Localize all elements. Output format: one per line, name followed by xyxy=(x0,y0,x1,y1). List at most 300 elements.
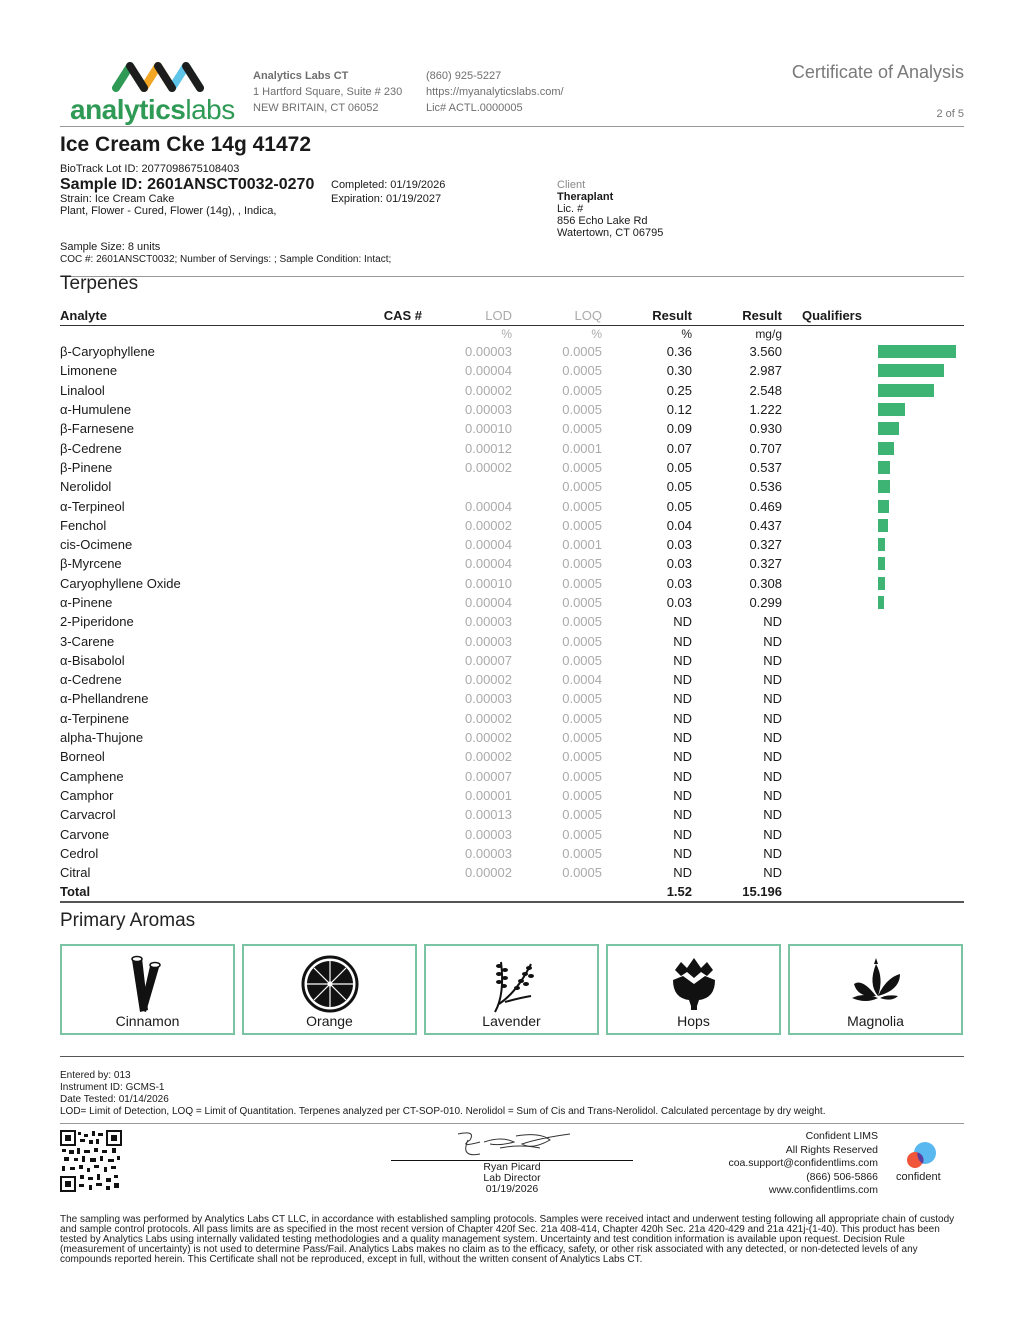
loq-value: 0.0005 xyxy=(562,768,602,784)
qr-code-icon[interactable] xyxy=(60,1130,122,1192)
lab-website[interactable]: https://myanalyticslabs.com/ xyxy=(426,86,564,98)
lod-value: 0.00007 xyxy=(465,652,512,668)
loq-value: 0.0005 xyxy=(562,730,602,746)
result-mgg: ND xyxy=(763,845,782,861)
analyte-name: α-Pinene xyxy=(60,595,113,610)
aroma-label: Orange xyxy=(306,1013,353,1029)
analyte-name: β-Cedrene xyxy=(60,440,122,456)
lod-value: 0.00003 xyxy=(465,633,512,649)
spacer xyxy=(782,844,802,863)
spacer xyxy=(782,882,802,901)
cas-number xyxy=(300,767,422,786)
lod-value: 0.00010 xyxy=(465,575,512,591)
result-mgg: 0.299 xyxy=(749,595,782,610)
cas-number xyxy=(300,824,422,843)
result-mgg: 0.930 xyxy=(749,421,782,437)
loq-value: 0.0005 xyxy=(562,787,602,803)
analyte-name: Linalool xyxy=(60,382,105,398)
table-row xyxy=(60,651,964,670)
instrument-id: Instrument ID: GCMS-1 xyxy=(60,1082,165,1093)
qualifier-bar-cell xyxy=(802,631,964,650)
spacer xyxy=(782,670,802,689)
confident-logo-icon xyxy=(903,1140,943,1172)
signer-block xyxy=(391,1162,633,1195)
result-mgg: 0.707 xyxy=(749,440,782,456)
aroma-cinnamon xyxy=(60,944,235,1035)
analyte-name: Carvacrol xyxy=(60,807,116,823)
logo-mark-icon xyxy=(110,58,230,94)
aroma-label: Cinnamon xyxy=(115,1013,180,1029)
lod-value: 0.00010 xyxy=(465,421,512,437)
lod-value: 0.00004 xyxy=(465,556,512,572)
spacer xyxy=(782,767,802,786)
spacer xyxy=(782,554,802,573)
analyte-name: β-Caryophyllene xyxy=(60,344,155,360)
loq-value: 0.0005 xyxy=(562,344,602,360)
table-row xyxy=(60,381,964,400)
result-bar xyxy=(878,442,894,455)
lod-value: 0.00013 xyxy=(465,807,512,823)
aromas-divider xyxy=(60,1056,964,1057)
spacer xyxy=(782,477,802,496)
qualifier-bar-cell xyxy=(802,361,964,380)
cas-number xyxy=(300,458,422,477)
cas-number xyxy=(300,863,422,882)
sample-size: Sample Size: 8 units xyxy=(60,241,161,253)
cas-number xyxy=(300,651,422,670)
lod-value: 0.00002 xyxy=(465,730,512,746)
lod-value: 0.00004 xyxy=(465,537,512,553)
loq-value: 0.0005 xyxy=(562,459,602,475)
entered-by: Entered by: 013 xyxy=(60,1070,131,1081)
cas-number xyxy=(300,747,422,766)
total-mgg: 15.196 xyxy=(692,882,782,901)
sign-date: 01/19/2026 xyxy=(485,1183,539,1195)
table-header-row xyxy=(60,307,964,325)
header-divider xyxy=(60,126,964,127)
analyte-name: Limonene xyxy=(60,363,118,379)
loq-value: 0.0005 xyxy=(562,498,602,514)
coc-info: COC #: 2601ANSCT0032; Number of Servings: ; Sample Condition: Intact; xyxy=(60,254,392,265)
spacer xyxy=(782,709,802,728)
result-mgg: ND xyxy=(763,710,782,726)
loq-value: 0.0005 xyxy=(562,363,602,379)
result-pct: ND xyxy=(673,691,692,707)
cas-number xyxy=(300,535,422,554)
signature-icon xyxy=(440,1128,580,1160)
analyte-name: Fenchol xyxy=(60,517,107,533)
loq-value: 0.0005 xyxy=(562,479,602,495)
cas-number xyxy=(300,593,422,612)
spacer xyxy=(782,342,802,361)
result-pct: 0.05 xyxy=(666,479,692,495)
cas-number xyxy=(300,381,422,400)
qualifier-bar-cell xyxy=(802,786,964,805)
result-pct: 0.05 xyxy=(666,498,692,514)
cas-number xyxy=(300,438,422,457)
cas-number xyxy=(300,709,422,728)
product-title: Ice Cream Cke 14g 41472 xyxy=(60,133,312,156)
qualifier-bar-cell xyxy=(802,728,964,747)
table-row xyxy=(60,709,964,728)
lod-value: 0.00003 xyxy=(465,344,512,360)
cas-number xyxy=(300,844,422,863)
table-row xyxy=(60,342,964,361)
result-pct: 0.03 xyxy=(666,575,692,591)
qualifier-bar-cell xyxy=(802,824,964,843)
lod-value: 0.00012 xyxy=(465,440,512,456)
qualifier-bar-cell xyxy=(802,709,964,728)
qualifier-bar-cell xyxy=(802,458,964,477)
lims-contact-block xyxy=(728,1130,878,1198)
result-pct: ND xyxy=(673,633,692,649)
table-row xyxy=(60,728,964,747)
col-loq: LOQ xyxy=(512,307,602,325)
spacer xyxy=(782,361,802,380)
analyte-name: α-Humulene xyxy=(60,402,132,418)
hops-icon xyxy=(669,954,719,1014)
lod-value: 0.00004 xyxy=(465,498,512,514)
result-bar xyxy=(878,403,905,416)
result-pct: ND xyxy=(673,710,692,726)
lod-value: 0.00001 xyxy=(465,787,512,803)
aromas-section-title: Primary Aromas xyxy=(60,910,196,931)
loq-value: 0.0005 xyxy=(562,652,602,668)
aroma-lavender xyxy=(424,944,599,1035)
spacer xyxy=(782,574,802,593)
terpenes-table xyxy=(60,307,964,903)
qualifier-bar-cell xyxy=(802,535,964,554)
cas-number xyxy=(300,574,422,593)
lod-value: 0.00004 xyxy=(465,595,512,610)
biotrack-lot-id: BioTrack Lot ID: 2077098675108403 xyxy=(60,163,240,175)
loq-value: 0.0005 xyxy=(562,865,602,881)
document-title: Certificate of Analysis xyxy=(791,62,964,82)
table-row xyxy=(60,516,964,535)
loq-value: 0.0005 xyxy=(562,382,602,398)
spacer xyxy=(782,612,802,631)
lab-contact-block xyxy=(426,68,564,116)
aroma-label: Lavender xyxy=(482,1013,541,1029)
lod-value: 0.00003 xyxy=(465,614,512,630)
table-row xyxy=(60,477,964,496)
cas-number xyxy=(300,554,422,573)
table-row xyxy=(60,458,964,477)
lab-name: Analytics Labs CT xyxy=(253,70,349,82)
result-pct: ND xyxy=(673,730,692,746)
result-pct: 0.09 xyxy=(666,421,692,437)
qualifier-bar-cell xyxy=(802,400,964,419)
qualifier-bar-cell xyxy=(802,477,964,496)
test-meta xyxy=(60,1070,825,1118)
table-row xyxy=(60,554,964,573)
analytics-labs-logo xyxy=(70,58,235,128)
result-mgg: ND xyxy=(763,826,782,842)
cas-number xyxy=(300,728,422,747)
result-pct: 0.36 xyxy=(666,344,692,360)
result-pct: ND xyxy=(673,614,692,630)
lims-phone: (866) 506-5866 xyxy=(806,1170,878,1183)
cas-number xyxy=(300,361,422,380)
expiration-date: Expiration: 01/19/2027 xyxy=(331,193,442,205)
table-row xyxy=(60,805,964,824)
result-pct: 0.04 xyxy=(666,517,692,533)
lod-value: 0.00004 xyxy=(465,363,512,379)
table-row xyxy=(60,689,964,708)
table-row xyxy=(60,670,964,689)
lab-license: Lic# ACTL.0000005 xyxy=(426,102,523,114)
spacer xyxy=(782,824,802,843)
result-mgg: 0.437 xyxy=(749,517,782,533)
spacer xyxy=(782,728,802,747)
lims-website[interactable]: www.confidentlims.com xyxy=(768,1184,878,1196)
aroma-orange xyxy=(242,944,417,1035)
spacer xyxy=(782,496,802,515)
unit-mgg: mg/g xyxy=(755,326,782,341)
result-bar xyxy=(878,364,944,377)
result-bar xyxy=(878,519,888,532)
total-loq xyxy=(512,882,602,901)
result-pct: ND xyxy=(673,845,692,861)
cas-number xyxy=(300,670,422,689)
lab-address-1: 1 Hartford Square, Suite # 230 xyxy=(253,86,403,98)
result-bar xyxy=(878,577,885,590)
lod-value: 0.00003 xyxy=(465,691,512,707)
qualifier-bar-cell xyxy=(802,863,964,882)
result-bar xyxy=(878,538,885,551)
result-mgg: 1.222 xyxy=(749,402,782,418)
result-pct: 0.03 xyxy=(666,537,692,553)
table-row xyxy=(60,593,964,612)
analyte-name: Nerolidol xyxy=(60,479,112,495)
loq-value: 0.0005 xyxy=(562,517,602,533)
qualifier-bar-cell xyxy=(802,747,964,766)
result-mgg: ND xyxy=(763,768,782,784)
result-mgg: ND xyxy=(763,652,782,668)
signer-name: Ryan Picard xyxy=(483,1161,541,1173)
cas-number xyxy=(300,496,422,515)
result-pct: 0.12 xyxy=(666,402,692,418)
result-mgg: ND xyxy=(763,807,782,823)
result-mgg: 0.537 xyxy=(749,459,782,475)
info-divider xyxy=(60,276,964,277)
total-cas xyxy=(300,882,422,901)
col-result-pct: Result xyxy=(602,307,692,325)
total-pct: 1.52 xyxy=(602,882,692,901)
lims-rights: All Rights Reserved xyxy=(785,1143,878,1156)
result-mgg: ND xyxy=(763,614,782,630)
table-row xyxy=(60,612,964,631)
col-qualifiers: Qualifiers xyxy=(802,307,964,325)
qualifier-bar-cell xyxy=(802,767,964,786)
lod-value: 0.00002 xyxy=(465,672,512,688)
analyte-name: α-Terpineol xyxy=(60,498,125,514)
lims-name: Confident LIMS xyxy=(805,1130,878,1142)
col-cas: CAS # xyxy=(300,307,422,325)
result-mgg: ND xyxy=(763,691,782,707)
magnolia-icon xyxy=(846,954,906,1014)
terpenes-section-title: Terpenes xyxy=(60,273,139,294)
lod-value xyxy=(422,477,512,496)
analyte-name: Citral xyxy=(60,865,91,881)
analyte-name: Camphene xyxy=(60,768,124,784)
cas-number xyxy=(300,612,422,631)
loq-value: 0.0005 xyxy=(562,575,602,591)
result-pct: ND xyxy=(673,826,692,842)
cas-number xyxy=(300,805,422,824)
result-bar xyxy=(878,422,899,435)
result-mgg: 0.327 xyxy=(749,556,782,572)
table-row xyxy=(60,535,964,554)
analyte-name: Borneol xyxy=(60,749,105,765)
result-pct: 0.05 xyxy=(666,459,692,475)
spacer xyxy=(782,535,802,554)
analyte-name: β-Farnesene xyxy=(60,421,134,437)
aroma-magnolia xyxy=(788,944,963,1035)
result-pct: 0.03 xyxy=(666,556,692,572)
result-pct: ND xyxy=(673,807,692,823)
result-mgg: 0.536 xyxy=(749,479,782,495)
result-bar xyxy=(878,384,934,397)
analyte-name: α-Terpinene xyxy=(60,710,129,726)
qualifier-bar-cell xyxy=(802,419,964,438)
spacer xyxy=(782,651,802,670)
lod-value: 0.00002 xyxy=(465,710,512,726)
signer-title: Lab Director xyxy=(483,1172,541,1184)
result-mgg: ND xyxy=(763,633,782,649)
loq-value: 0.0005 xyxy=(562,421,602,437)
analyte-name: β-Pinene xyxy=(60,459,113,475)
analyte-name: 3-Carene xyxy=(60,633,115,649)
result-pct: ND xyxy=(673,749,692,765)
product-category: Plant, Flower - Cured, Flower (14g), , Indica, xyxy=(60,205,277,217)
spacer xyxy=(782,786,802,805)
qualifier-bar-cell xyxy=(802,516,964,535)
result-mgg: ND xyxy=(763,749,782,765)
qualifier-bar-cell xyxy=(802,593,964,612)
spacer xyxy=(782,631,802,650)
result-bar xyxy=(878,461,890,474)
completed-date: Completed: 01/19/2026 xyxy=(331,179,446,191)
analyte-name: α-Phellandrene xyxy=(60,691,149,707)
spacer xyxy=(782,438,802,457)
page-number: 2 of 5 xyxy=(936,108,964,120)
cas-number xyxy=(300,342,422,361)
analyte-name: cis-Ocimene xyxy=(60,537,133,553)
client-address-1: 856 Echo Lake Rd xyxy=(557,215,648,227)
result-mgg: 0.308 xyxy=(749,575,782,591)
result-pct: ND xyxy=(673,865,692,881)
qualifier-bar-cell xyxy=(802,438,964,457)
spacer xyxy=(782,863,802,882)
total-label: Total xyxy=(60,882,300,901)
loq-value: 0.0005 xyxy=(562,845,602,861)
confident-logo-text: confident xyxy=(896,1171,941,1183)
unit-lod: % xyxy=(501,326,512,341)
spacer xyxy=(782,689,802,708)
cas-number xyxy=(300,477,422,496)
cas-number xyxy=(300,689,422,708)
table-row xyxy=(60,400,964,419)
cas-number xyxy=(300,786,422,805)
table-row xyxy=(60,844,964,863)
analyte-name: alpha-Thujone xyxy=(60,730,144,746)
spacer xyxy=(782,458,802,477)
loq-value: 0.0005 xyxy=(562,710,602,726)
loq-value: 0.0004 xyxy=(562,672,602,688)
lod-value: 0.00003 xyxy=(465,402,512,418)
col-lod: LOD xyxy=(422,307,512,325)
method-note: LOD= Limit of Detection, LOQ = Limit of Quantitation. Terpenes analyzed per CT-SOP-010. Nerolidol = Sum of Cis and Trans-Nerolidol. Calculated percentage by dry weight. xyxy=(60,1106,826,1117)
loq-value: 0.0005 xyxy=(562,556,602,572)
spacer xyxy=(782,747,802,766)
result-bar xyxy=(878,345,956,358)
qualifier-bar-cell xyxy=(802,574,964,593)
sample-id: Sample ID: 2601ANSCT0032-0270 xyxy=(60,176,315,193)
unit-pct: % xyxy=(681,326,692,341)
analyte-name: Carvone xyxy=(60,826,110,842)
table-row xyxy=(60,496,964,515)
result-mgg: ND xyxy=(763,672,782,688)
aroma-hops xyxy=(606,944,781,1035)
result-mgg: 3.560 xyxy=(749,344,782,360)
qualifier-bar-cell xyxy=(802,670,964,689)
loq-value: 0.0005 xyxy=(562,595,602,610)
spacer xyxy=(782,805,802,824)
cas-number xyxy=(300,419,422,438)
loq-value: 0.0005 xyxy=(562,691,602,707)
loq-value: 0.0005 xyxy=(562,402,602,418)
meta-divider xyxy=(60,1123,964,1124)
result-bar xyxy=(878,596,884,609)
aroma-label: Magnolia xyxy=(847,1013,904,1029)
client-label: Client xyxy=(557,179,586,191)
units-row xyxy=(60,325,964,342)
qualifier-bar-cell xyxy=(802,496,964,515)
spacer xyxy=(782,381,802,400)
result-pct: 0.30 xyxy=(666,363,692,379)
client-block xyxy=(557,179,663,239)
total-qualifiers xyxy=(802,882,964,901)
table-row xyxy=(60,361,964,380)
cas-number xyxy=(300,631,422,650)
lod-value: 0.00002 xyxy=(465,749,512,765)
table-row xyxy=(60,631,964,650)
lab-address-2: NEW BRITAIN, CT 06052 xyxy=(253,102,379,114)
analyte-name: Camphor xyxy=(60,787,114,803)
result-mgg: 0.327 xyxy=(749,537,782,553)
total-lod xyxy=(422,882,512,901)
analyte-name: α-Cedrene xyxy=(60,672,122,688)
cas-number xyxy=(300,400,422,419)
qualifier-bar-cell xyxy=(802,381,964,400)
result-mgg: 2.548 xyxy=(749,382,782,398)
table-row xyxy=(60,419,964,438)
analyte-name: β-Myrcene xyxy=(60,556,122,572)
qualifier-bar-cell xyxy=(802,651,964,670)
loq-value: 0.0005 xyxy=(562,614,602,630)
result-bar xyxy=(878,557,885,570)
loq-value: 0.0001 xyxy=(562,440,602,456)
result-mgg: ND xyxy=(763,730,782,746)
lims-email[interactable]: coa.support@confidentlims.com xyxy=(728,1157,878,1169)
qualifier-bar-cell xyxy=(802,554,964,573)
result-pct: ND xyxy=(673,768,692,784)
client-address-2: Watertown, CT 06795 xyxy=(557,227,664,239)
lavender-icon xyxy=(487,954,537,1014)
spacer xyxy=(782,516,802,535)
loq-value: 0.0005 xyxy=(562,807,602,823)
